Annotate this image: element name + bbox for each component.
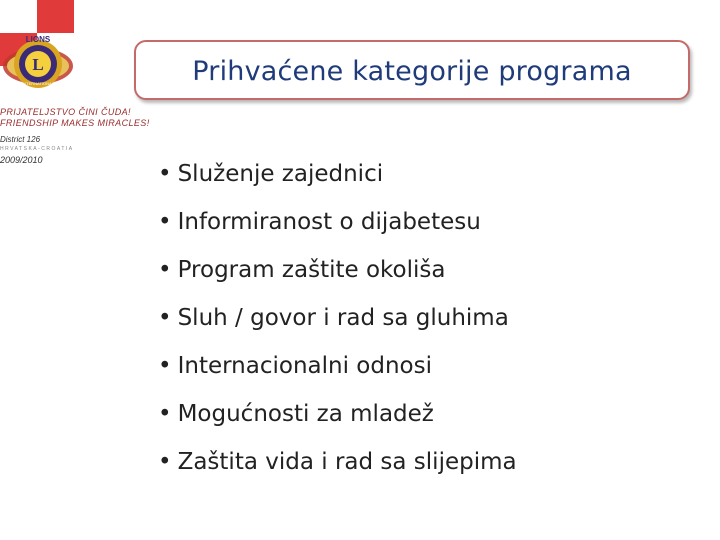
bullet-icon: •	[158, 353, 172, 379]
list-item	[158, 438, 517, 486]
list-item-text: Služenje zajednici	[177, 161, 384, 187]
bullet-icon: •	[158, 209, 172, 235]
year-label: 2009/2010	[0, 155, 43, 165]
category-list	[158, 150, 517, 486]
logo-text-top: LIONS	[25, 35, 51, 44]
title-box	[134, 40, 690, 100]
list-item	[158, 150, 517, 198]
motto-line-english: FRIENDSHIP MAKES MIRACLES!	[0, 118, 150, 128]
lions-logo	[2, 22, 74, 96]
list-item-text: Internacionalni odnosi	[177, 353, 432, 379]
list-item-text: Informiranost o dijabetesu	[177, 209, 481, 235]
motto-block	[0, 108, 170, 165]
logo-text-bottom: INTERNATIONAL	[22, 81, 54, 86]
list-item-text: Sluh / govor i rad sa gluhima	[177, 305, 509, 331]
list-item	[158, 246, 517, 294]
motto-line-croatian: PRIJATELJSTVO ČINI ČUDA!	[0, 107, 131, 117]
bullet-icon: •	[158, 257, 172, 283]
list-item	[158, 294, 517, 342]
bullet-icon: •	[158, 401, 172, 427]
country-label: HRVATSKA-CROATIA	[0, 146, 74, 152]
list-item	[158, 198, 517, 246]
slide-title: Prihvaćene kategorije programa	[192, 55, 632, 87]
list-item-text: Mogućnosti za mladež	[177, 401, 434, 427]
logo-letter: L	[32, 55, 44, 74]
district-label: District 126	[0, 135, 41, 144]
list-item-text: Program zaštite okoliša	[177, 257, 446, 283]
list-item-text: Zaštita vida i rad sa slijepima	[177, 449, 517, 475]
list-item	[158, 342, 517, 390]
bullet-icon: •	[158, 161, 172, 187]
list-item	[158, 390, 517, 438]
bullet-icon: •	[158, 305, 172, 331]
bullet-icon: •	[158, 449, 172, 475]
